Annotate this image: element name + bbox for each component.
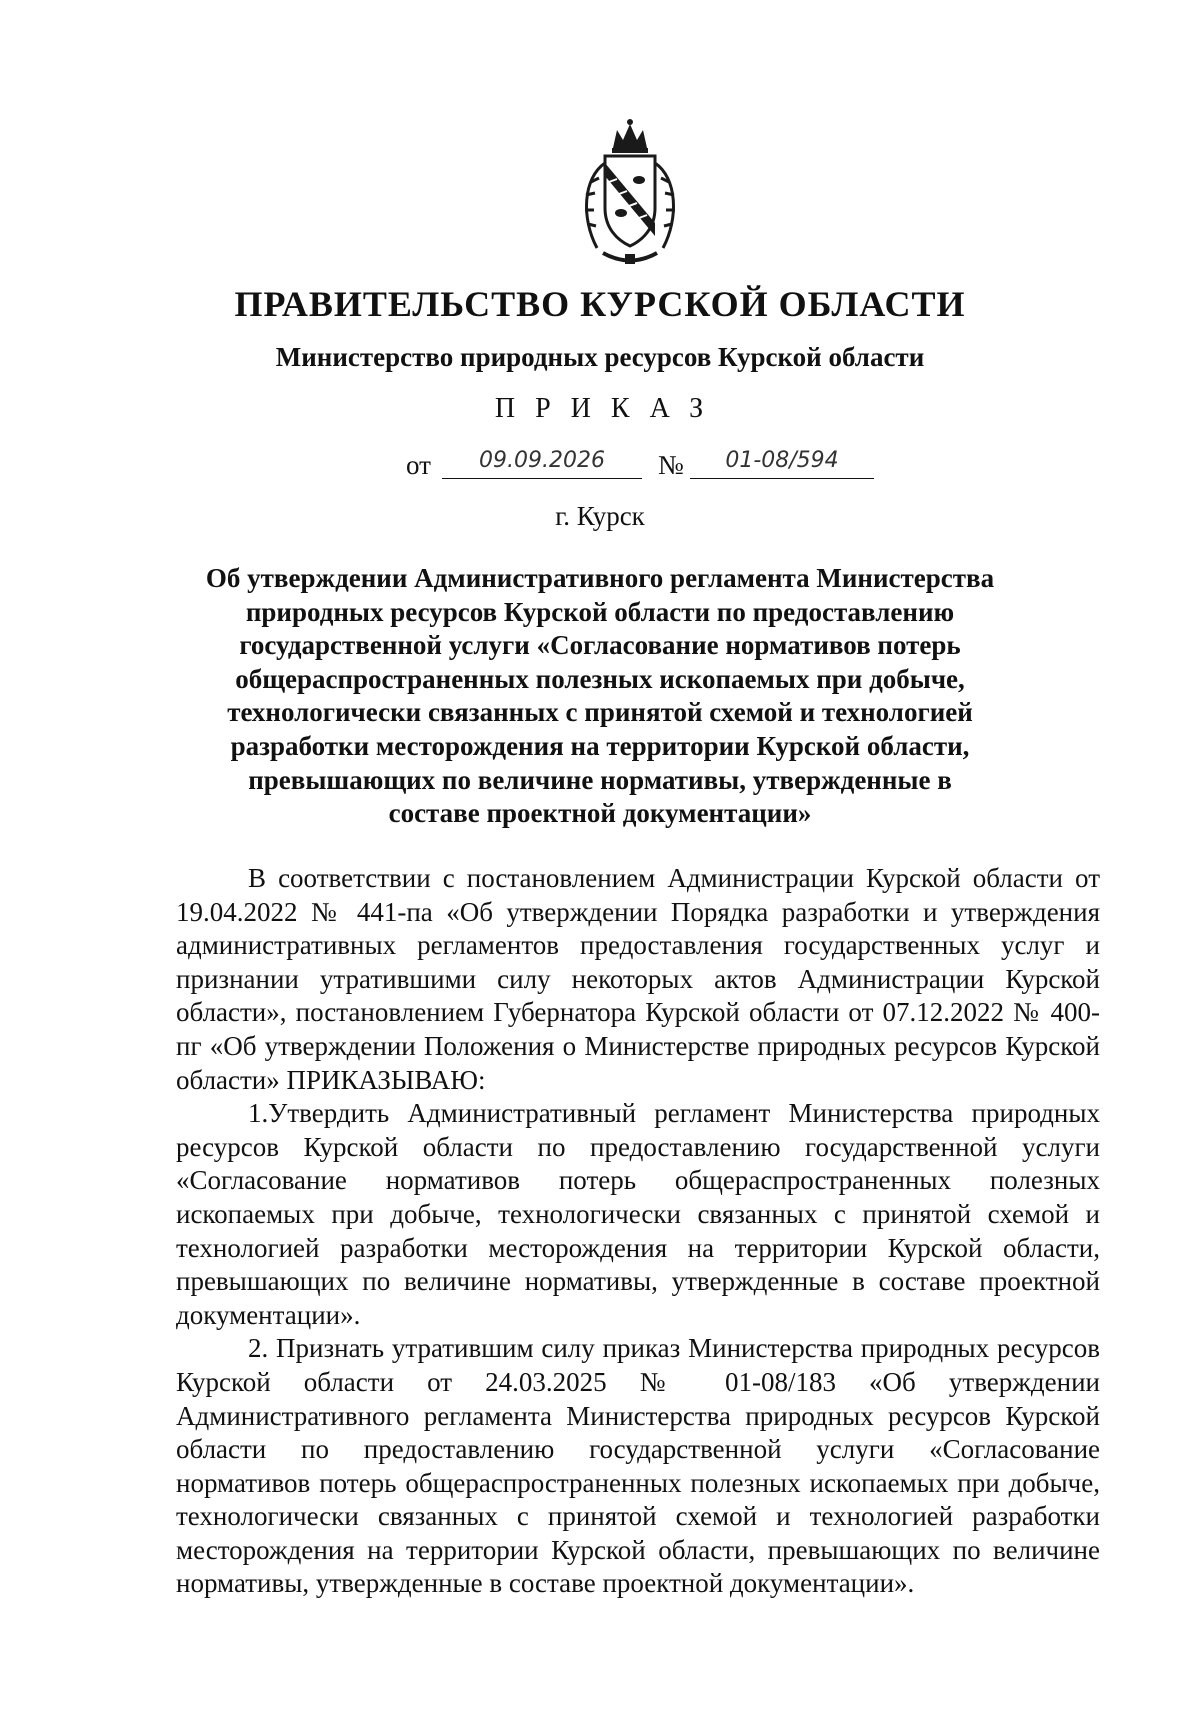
date-label: от (406, 450, 431, 480)
preamble-paragraph: В соответствии с постановлением Администрации Курской области от 19.04.2022 № 441-па «Об утверждении Порядка разработки и утверждения административных регламентов предоставления государственных услуг и признании утратившими силу некоторых актов Администрации Курской области», постановлением Губернатора Курской области от 07.12.2022 № 400-пг «Об утверждении Положения о Министерстве природных ресурсов Курской области» ПРИКАЗЫВАЮ: (176, 863, 1100, 1095)
coat-of-arms-emblem (575, 118, 685, 268)
order-subject-heading: Об утверждении Административного регламента Министерства природных ресурсов Курской области по предоставлению государственной услуги «Согласование нормативов потерь общераспространенных полезных ископаемых при добыче, технологически связанных с принятой схемой и технологией разработки месторождения на территории Курской области, превышающих по величине нормативы, утвержденные в составе проектной документации» (205, 563, 995, 829)
government-title: ПРАВИТЕЛЬСТВО КУРСКОЙ ОБЛАСТИ (234, 284, 966, 324)
clause-1-paragraph: 1.Утвердить Административный регламент Министерства природных ресурсов Курской области по предоставлению государственной услуги «Согласование нормативов потерь общераспространенных полезных ископаемых при добыче, технологически связанных с принятой схемой и технологией разработки месторождения на территории Курской области, превышающих по величине нормативы, утвержденные в составе проектной документации». (176, 1098, 1100, 1330)
handwritten-number: 01-08/594 (690, 448, 874, 479)
handwritten-date: 09.09.2026 (442, 448, 642, 479)
document-type: ПРИКАЗ (494, 393, 724, 424)
clause-2-paragraph: 2. Признать утратившим силу приказ Министерства природных ресурсов Курской области от 24.03.2025 № 01-08/183 «Об утверждении Административного регламента Министерства природных ресурсов Курской области по предоставлению государственной услуги «Согласование нормативов потерь общераспространенных полезных ископаемых при добыче, технологически связанных с принятой схемой и технологией разработки месторождения на территории Курской области, превышающих по величине нормативы, утвержденные в составе проектной документации». (176, 1333, 1100, 1599)
city-line: г. Курск (555, 501, 645, 531)
order-body (176, 862, 1100, 1601)
date-number-line (400, 450, 880, 490)
ministry-name: Министерство природных ресурсов Курской области (275, 342, 925, 372)
number-label: № (658, 450, 684, 480)
